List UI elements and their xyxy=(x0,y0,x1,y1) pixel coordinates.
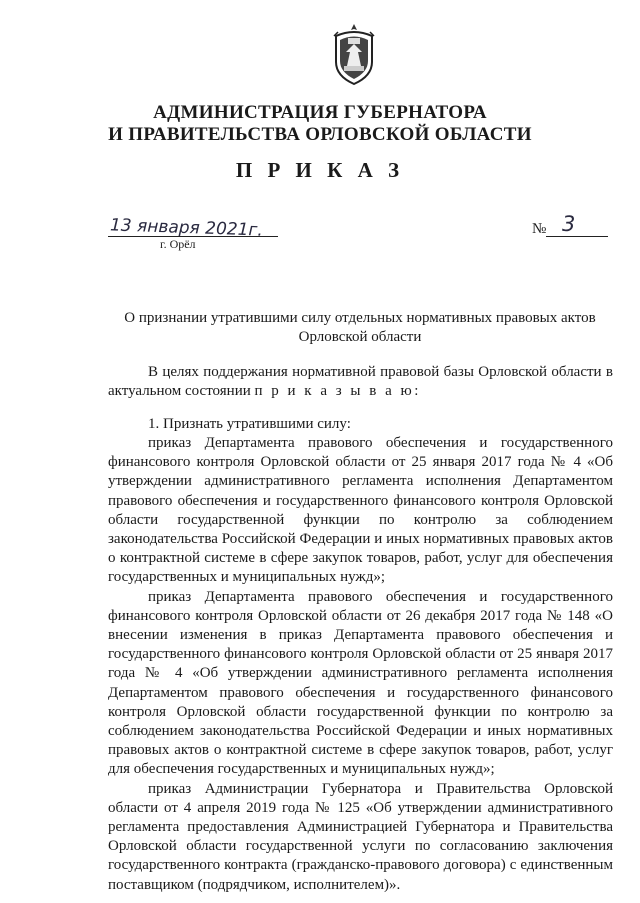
document-subject: О признании утратившими силу отдельных нормативных правовых актов Орловской области xyxy=(124,310,596,345)
repealed-acts-list xyxy=(108,434,613,895)
repealed-act-1: приказ Департамента правового обеспечения и государственного финансового контроля Орловской области от 25 января 2017 года № 4 «Об утверждении административного регламента исполнения Департаментом правового обеспечения и государственного финансового контроля Орловской области государственной функции по контролю за соблюдением законодательства Российской Федерации и иных нормативных правовых актов о контрактной системе в сфере закупок товаров, работ, услуг для обеспечения государственных и муниципальных нужд»; xyxy=(108,435,613,586)
city-label: г. Орёл xyxy=(160,237,196,251)
number-label: № xyxy=(532,221,547,237)
number-underline xyxy=(546,236,608,237)
coat-of-arms-emblem xyxy=(330,22,378,86)
preamble-text: В целях поддержания нормативной правовой базы Орловской области в актуальном состоянии xyxy=(108,364,613,400)
handwritten-date: 13 января 2021г. xyxy=(109,215,264,241)
order-word: п р и к а з ы в а ю: xyxy=(254,383,421,400)
document-type-title: П Р И К А З xyxy=(235,158,405,182)
preamble-paragraph xyxy=(108,363,613,401)
point-1-text: 1. Признать утратившими силу: xyxy=(148,416,351,432)
handwritten-number: 3 xyxy=(562,212,576,236)
issuer-title-line-1: АДМИНИСТРАЦИЯ ГУБЕРНАТОРА xyxy=(153,102,487,123)
issuer-title-line-2: И ПРАВИТЕЛЬСТВА ОРЛОВСКОЙ ОБЛАСТИ xyxy=(108,124,532,145)
repealed-act-2: приказ Департамента правового обеспечения и государственного финансового контроля Орловской области от 26 декабря 2017 года № 148 «О внесении изменения в приказ Департамента правового обеспечения и государственного финансового контроля Орловской области от 25 января 2017 года № 4 «Об утверждении административного регламента исполнения Департаментом правового обеспечения и государственного финансового контроля Орловской области государственной функции по контролю за соблюдением законодательства Российской Федерации и иных нормативных правовых актов о контрактной системе в сфере закупок товаров, работ, услуг для обеспечения государственных и муниципальных нужд»; xyxy=(108,588,613,778)
point-1-heading xyxy=(108,415,613,434)
repealed-act-3: приказ Администрации Губернатора и Правительства Орловской области от 4 апреля 2019 года № 125 «Об утверждении административного регламента предоставления Администрацией Губернатора и Правительства Орловской области государственной услуги по согласованию заключения государственного контракта (гражданско-правового договора) с единственным поставщиком (подрядчиком, исполнителем)». xyxy=(108,780,613,893)
